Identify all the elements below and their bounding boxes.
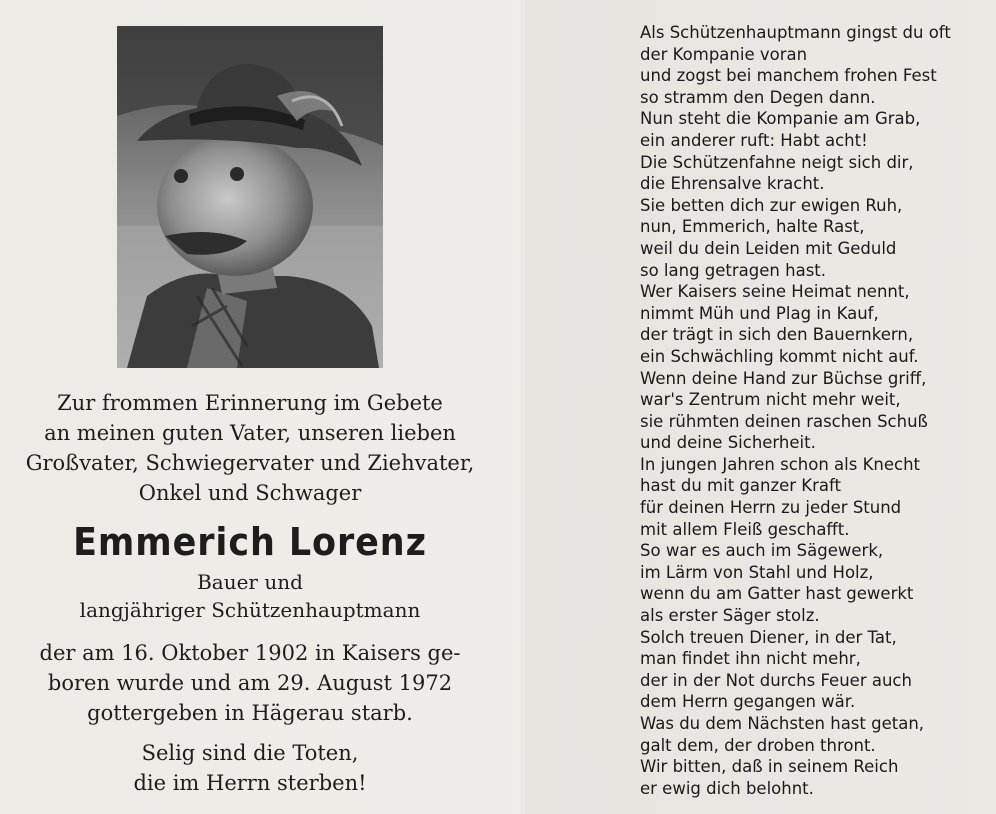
poem-line: Sie betten dich zur ewigen Ruh, <box>640 195 903 215</box>
poem-line: mit allem Fleiß geschafft. <box>640 519 850 539</box>
poem-line: für deinen Herrn zu jeder Stund <box>640 498 902 518</box>
dedication-line: Großvater, Schwiegervater und Ziehvater, <box>25 451 475 475</box>
poem-line: hast du mit ganzer Kraft <box>640 476 842 496</box>
blessing-line: Selig sind die Toten, <box>141 741 359 765</box>
role-line: langjähriger Schützenhauptmann <box>79 598 421 622</box>
poem-line: die Ehrensalve kracht. <box>640 174 825 194</box>
poem-line: und zogst bei manchem frohen Fest <box>640 66 937 86</box>
poem-stanza <box>640 22 980 108</box>
poem-stanza <box>640 713 980 799</box>
poem-stanza <box>640 540 980 626</box>
dedication-line: Zur frommen Erinnerung im Gebete <box>57 391 443 415</box>
dedication-line: Onkel und Schwager <box>138 481 362 505</box>
card-fold <box>522 0 524 814</box>
poem-line: Wir bitten, daß in seinem Reich <box>640 757 899 777</box>
portrait-image <box>117 26 383 368</box>
portrait-photo <box>117 26 383 368</box>
poem-line: weil du dein Leiden mit Geduld <box>640 238 897 258</box>
poem-line: und deine Sicherheit. <box>640 433 816 453</box>
poem-line: so lang getragen hast. <box>640 260 827 280</box>
poem-line: nun, Emmerich, halte Rast, <box>640 217 865 237</box>
poem-line: Wer Kaisers seine Heimat nennt, <box>640 282 910 302</box>
blessing-line: die im Herrn sterben! <box>133 771 367 795</box>
poem-line: der trägt in sich den Bauernkern, <box>640 325 914 345</box>
dedication-line: an meinen guten Vater, unseren lieben <box>44 421 456 445</box>
poem-stanza <box>640 454 980 540</box>
poem-stanza <box>640 368 980 454</box>
poem-line: galt dem, der droben thront. <box>640 735 876 755</box>
deceased-name: Emmerich Lorenz <box>73 520 427 564</box>
poem-line: man findet ihn nicht mehr, <box>640 649 861 669</box>
poem-line: als erster Säger stolz. <box>640 606 820 626</box>
poem-line: wenn du am Gatter hast gewerkt <box>640 584 914 604</box>
poem-line: Die Schützenfahne neigt sich dir, <box>640 152 914 172</box>
poem-line: der in der Not durchs Feuer auch <box>640 670 912 690</box>
poem-line: Wenn deine Hand zur Büchse griff, <box>640 368 927 388</box>
role-line: Bauer und <box>197 570 303 594</box>
dates-line: der am 16. Oktober 1902 in Kaisers ge- <box>39 641 461 665</box>
poem-line: Solch treuen Diener, in der Tat, <box>640 627 897 647</box>
poem-line: dem Herrn gegangen wär. <box>640 692 856 712</box>
poem-line: ein anderer ruft: Habt acht! <box>640 130 868 150</box>
poem-line: Was du dem Nächsten hast getan, <box>640 714 925 733</box>
life-dates-text <box>20 638 480 728</box>
poem-line: der Kompanie voran <box>640 44 808 64</box>
dates-line: gottergeben in Hägerau starb. <box>87 701 413 725</box>
poem-line: so stramm den Degen dann. <box>640 87 876 107</box>
poem-line: In jungen Jahren schon als Knecht <box>640 454 920 474</box>
poem-stanza <box>640 195 980 281</box>
blessing-text <box>20 738 480 798</box>
poem-stanza <box>640 108 980 194</box>
poem-line: er ewig dich belohnt. <box>640 778 814 798</box>
poem-line: war's Zentrum nicht mehr weit, <box>640 390 901 410</box>
poem-line: nimmt Müh und Plag in Kauf, <box>640 303 879 323</box>
poem-line: sie rühmten deinen raschen Schuß <box>640 411 928 431</box>
poem-stanza <box>640 281 980 367</box>
dates-line: boren wurde und am 29. August 1972 <box>47 671 453 695</box>
poem-line: im Lärm von Stahl und Holz, <box>640 562 874 582</box>
poem-line: ein Schwächling kommt nicht auf. <box>640 346 919 366</box>
roles-text <box>20 568 480 624</box>
poem-line: Nun steht die Kompanie am Grab, <box>640 109 921 129</box>
poem-line: Als Schützenhauptmann gingst du oft <box>640 23 951 42</box>
poem-stanza <box>640 627 980 713</box>
poem-line: So war es auch im Sägewerk, <box>640 541 884 561</box>
dedication-text <box>20 388 480 508</box>
memorial-poem <box>640 22 980 799</box>
